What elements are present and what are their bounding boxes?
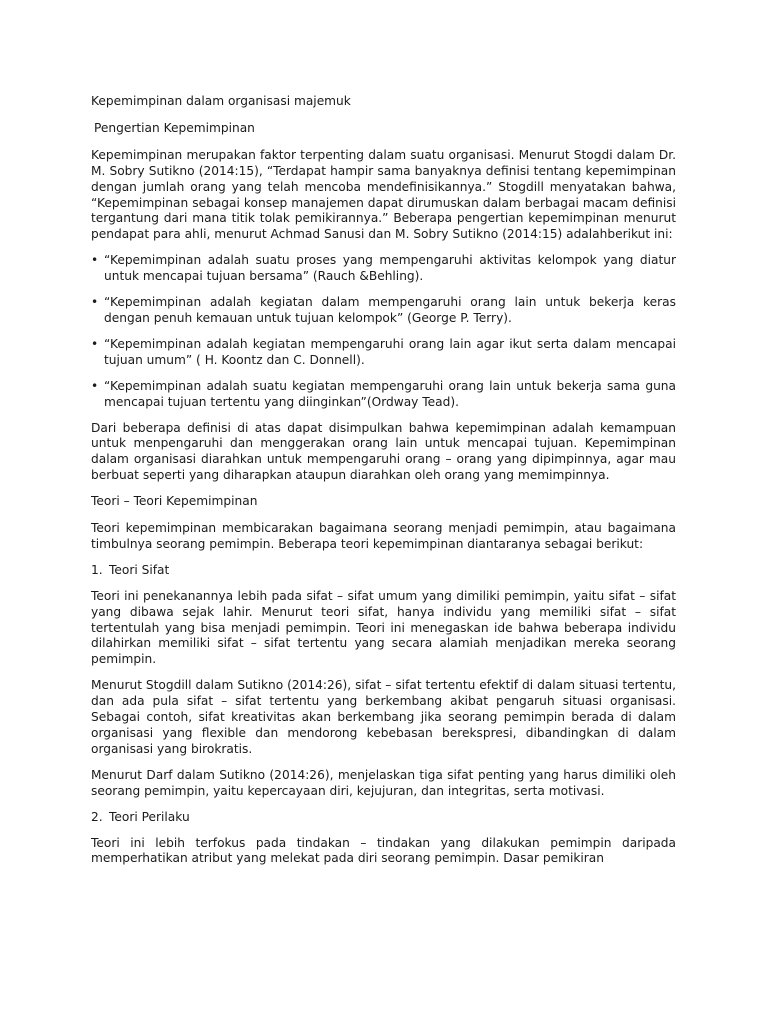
list-heading-text: Teori Perilaku bbox=[109, 809, 190, 824]
bullet-text: “Kepemimpinan adalah kegiatan dalam mempengaruhi orang lain untuk bekerja keras dengan penuh kemauan untuk tujuan kelompok” (George P. Terry). bbox=[104, 295, 676, 325]
bullet-marker: • bbox=[91, 336, 99, 351]
numbered-heading-teori-perilaku bbox=[91, 810, 676, 826]
numbered-heading-teori-sifat bbox=[91, 563, 676, 579]
bullet-item bbox=[91, 379, 676, 411]
bullet-text: “Kepemimpinan adalah kegiatan mempengaruhi orang lain agar ikut serta dalam mencapai tujuan umum” ( H. Koontz dan C. Donnell). bbox=[104, 336, 676, 367]
section-heading-pengertian: Pengertian Kepemimpinan bbox=[94, 120, 255, 135]
paragraph-conclusion: Dari beberapa definisi di atas dapat disimpulkan bahwa kepemimpinan adalah kemampuan untuk menpengaruhi dan menggerakan orang lain untuk mencapai tujuan. Kepemimpinan dalam organisasi diarahkan untuk mempengaruhi orang – orang yang dipimpinnya, agar mau berbuat seperti yang diharapkan ataupun diarahkan oleh orang yang memimpinnya. bbox=[91, 420, 676, 483]
list-number: 2. bbox=[91, 809, 103, 824]
bullet-text: “Kepemimpinan adalah suatu proses yang mempengaruhi aktivitas kelompok yang diatur untuk mencapai tujuan bersama” (Rauch &Behling). bbox=[104, 253, 676, 284]
paragraph-teori-sifat-3: Menurut Darf dalam Sutikno (2014:26), menjelaskan tiga sifat penting yang harus dimiliki oleh seorang pemimpin, yaitu kepercayaan diri, kejujuran, dan integritas, serta motivasi. bbox=[91, 767, 676, 798]
bullet-item bbox=[91, 337, 676, 369]
paragraph-teori-sifat-1: Teori ini penekanannya lebih pada sifat – sifat umum yang dimiliki pemimpin, yaitu sifat – sifat yang dibawa sejak lahir. Menurut teori sifat, hanya individu yang memiliki sifat – sifat tertentulah yang bisa menjadi pemimpin. Teori ini menegaskan ide bahwa beberapa individu dilahirkan memiliki sifat – sifat tertentu yang secara alamiah menjadikan mereka seorang pemimpin. bbox=[91, 588, 676, 667]
bullet-item bbox=[91, 253, 676, 285]
paragraph-teori-sifat-2: Menurut Stogdill dalam Sutikno (2014:26), sifat – sifat tertentu efektif di dalam situasi tertentu, dan ada pula sifat – sifat tertentu yang berkembang akibat pengaruh situasi organisasi. Sebagai contoh, sifat kreativitas akan berkembang jika seorang pemimpin berada di dalam organisasi yang flexible dan mendorong kebebasan berekspresi, dibandingkan di dalam organisasi yang birokratis. bbox=[91, 678, 676, 756]
paragraph-teori-perilaku: Teori ini lebih terfokus pada tindakan – tindakan yang dilakukan pemimpin daripada memperhatikan atribut yang melekat pada diri seorang pemimpin. Dasar pemikiran bbox=[91, 835, 676, 866]
bullet-item bbox=[91, 295, 676, 327]
paragraph-intro: Kepemimpinan merupakan faktor terpenting dalam suatu organisasi. Menurut Stogdi dalam Dr. M. Sobry Sutikno (2014:15), “Terdapat hampir sama banyaknya definisi tentang kepemimpinan dengan jumlah orang yang telah mencoba mendefinisikannya.” Stogdill menyatakan bahwa, “Kepemimpinan sebagai konsep manajemen dapat dirumuskan dalam berbagai macam definisi tergantung dari mana titik tolak pemikirannya.” Beberapa pengertian kepemimpinan menurut pendapat para ahli, menurut Achmad Sanusi dan M. Sobry Sutikno (2014:15) adalahberikut ini: bbox=[91, 147, 676, 242]
list-heading-text: Teori Sifat bbox=[109, 562, 170, 577]
list-number: 1. bbox=[91, 562, 103, 577]
section-heading-teori: Teori – Teori Kepemimpinan bbox=[91, 494, 258, 509]
document-title: Kepemimpinan dalam organisasi majemuk bbox=[91, 94, 351, 108]
bullet-marker: • bbox=[91, 253, 99, 268]
bullet-marker: • bbox=[91, 378, 99, 393]
paragraph-teori-intro: Teori kepemimpinan membicarakan bagaimana seorang menjadi pemimpin, atau bagaimana timbulnya seorang pemimpin. Beberapa teori kepemimpinan diantaranya sebagai berikut: bbox=[91, 521, 676, 551]
bullet-text: “Kepemimpinan adalah suatu kegiatan mempengaruhi orang lain untuk bekerja sama guna mencapai tujuan tertentu yang diinginkan”(Ordway Tead). bbox=[104, 378, 676, 409]
bullet-marker: • bbox=[91, 295, 99, 310]
